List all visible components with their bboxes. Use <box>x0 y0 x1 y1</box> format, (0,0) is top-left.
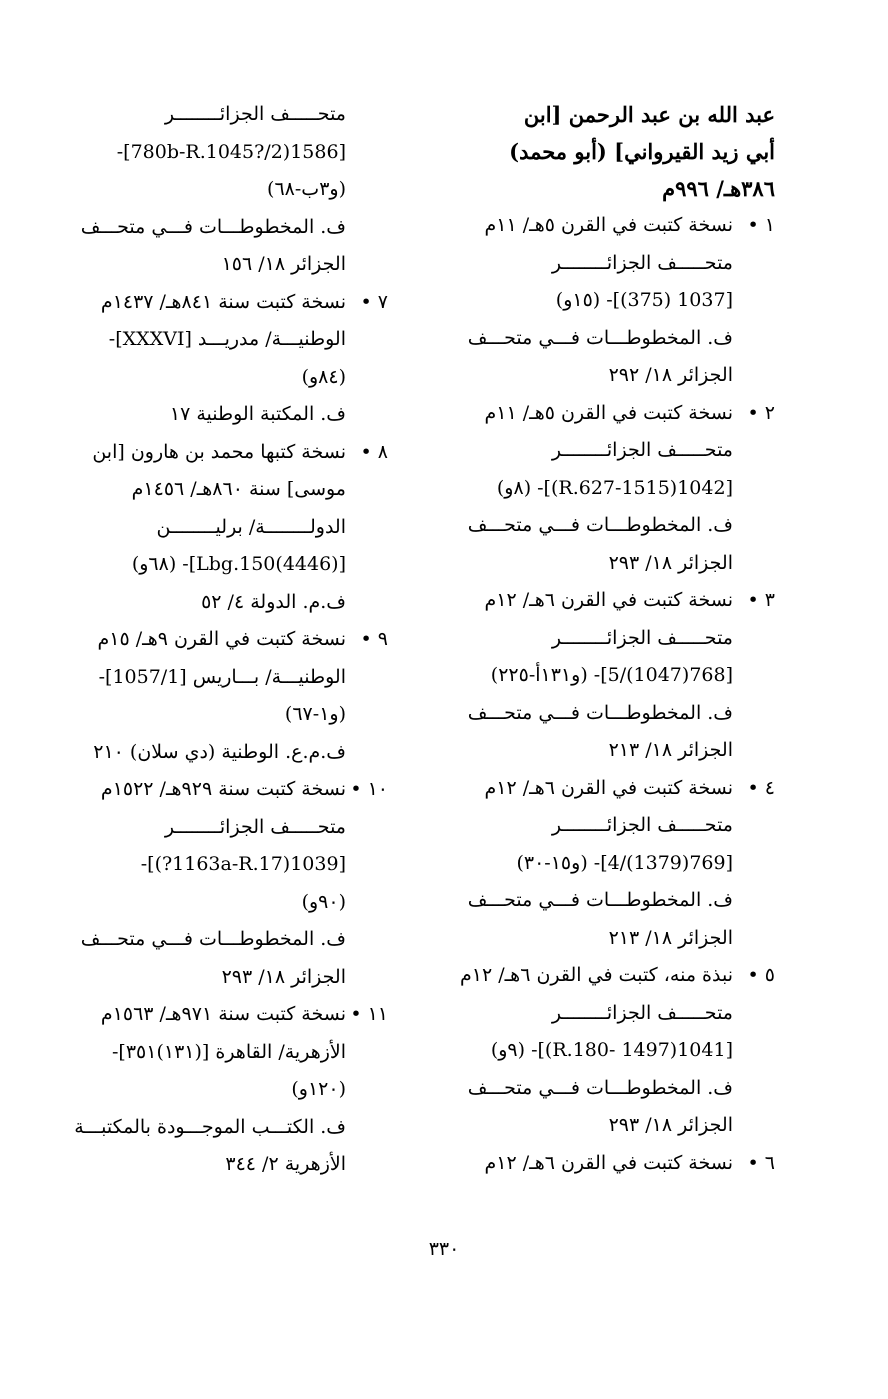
entry-number: ٩ • <box>360 628 388 650</box>
entry-line: متحـــــف الجزائــــــــر <box>164 103 346 125</box>
entry-first-line <box>430 957 775 995</box>
entry-line: متحـــــف الجزائــــــــر <box>551 626 733 649</box>
entry-number: ٥ • <box>747 964 775 986</box>
entry-first-line <box>48 434 388 472</box>
entry-line: الجزائر ١٨/ ٢٩٢ <box>608 364 733 386</box>
entry-text: نسخة كتبها محمد بن هارون [ابن <box>92 440 346 463</box>
entry-line: ف. المخطوطـــات فـــي متحـــف <box>467 514 733 536</box>
entry-first-line <box>430 770 775 808</box>
manuscript-entry <box>48 621 388 771</box>
entry-text: نسخة كتبت سنة ٩٧١هـ/ ١٥٦٣م <box>100 1003 346 1025</box>
entry-first-line <box>48 996 388 1034</box>
entry-text: نسخة كتبت في القرن ٥هـ/ ١١م <box>484 401 733 424</box>
entry-number: ٣ • <box>747 589 775 611</box>
entry-line: الجزائر ١٨/ ٢٩٣ <box>608 1114 733 1136</box>
entry-line: [769(1379)/4]- (و١٥-٣٠) <box>516 851 733 874</box>
manuscript-entry <box>48 284 388 434</box>
heading-line: عبد الله بن عبد الرحمن [ابن <box>523 102 775 127</box>
entry-line: ف.م. الدولة ٤/ ٥٢ <box>201 590 346 613</box>
entry-line: متحـــــف الجزائــــــــر <box>551 1001 733 1024</box>
entry-line: متحـــــف الجزائــــــــر <box>551 251 733 274</box>
entry-number: ٢ • <box>747 401 775 424</box>
left-entries <box>48 96 388 1184</box>
entry-line: [(4446)Lbg.150]- (٦٨و) <box>131 553 346 575</box>
entry-line: (و١-٦٧) <box>284 703 346 725</box>
left-column <box>48 96 388 1184</box>
entry-line: [1041(1497 -R.180)]- (٩و) <box>490 1039 733 1061</box>
entry-line: [768(1047)/5]- (و١٣١أ-٢٢٥) <box>490 664 733 686</box>
entry-line: الجزائر ١٨/ ٢٩٣ <box>608 551 733 574</box>
entry-line: (٨٤و) <box>301 365 346 388</box>
entry-text: نسخة كتبت سنة ٨٤١هـ/ ١٤٣٧م <box>100 290 346 313</box>
right-column <box>430 96 775 1182</box>
manuscript-entry <box>430 395 775 583</box>
entry-first-line <box>48 284 388 322</box>
entry-number: ٤ • <box>747 776 775 799</box>
entry-first-line <box>430 207 775 245</box>
entry-line: الجزائر ١٨/ ١٥٦ <box>221 253 346 275</box>
manuscript-entry <box>48 96 388 284</box>
entry-line: (١٢٠و) <box>291 1078 346 1100</box>
entry-line: الجزائر ١٨/ ٢١٣ <box>608 926 733 949</box>
entry-line: الوطنيـــة/ بـــاريس [1057/1]- <box>98 665 346 688</box>
manuscript-entry <box>430 207 775 395</box>
entry-line: الجزائر ١٨/ ٢٩٣ <box>221 965 346 988</box>
entry-line: متحـــــف الجزائــــــــر <box>551 439 733 461</box>
manuscript-entry <box>48 434 388 622</box>
manuscript-entry <box>48 771 388 996</box>
entry-text: نسخة كتبت في القرن ٦هـ/ ١٢م <box>484 776 733 799</box>
entry-line: ف.م.ع. الوطنية (دي سلان) ٢١٠ <box>93 740 346 763</box>
entry-text: نسخة كتبت في القرن ٦هـ/ ١٢م <box>484 589 733 611</box>
entry-first-line <box>430 582 775 620</box>
entry-line: ف. الكتـــب الموجـــودة بالمكتبـــة <box>74 1115 346 1138</box>
entry-first-line <box>430 1145 775 1183</box>
entry-number: ٧ • <box>360 290 388 313</box>
entry-line: ف. المخطوطـــات فـــي متحـــف <box>467 701 733 724</box>
entry-line: [1042(1515-R.627)]- (٨و) <box>496 476 733 499</box>
entry-text: نبذة منه، كتبت في القرن ٦هـ/ ١٢م <box>459 964 733 986</box>
manuscript-entry <box>430 582 775 770</box>
entry-text: نسخة كتبت في القرن ٩هـ/ ١٥م <box>97 628 346 650</box>
entry-line: الأزهرية ٢/ ٣٤٤ <box>225 1153 346 1175</box>
entry-first-line <box>430 395 775 433</box>
entry-line: متحـــــف الجزائــــــــر <box>551 814 733 836</box>
right-entries <box>430 207 775 1182</box>
entry-line: (و٣ب-٦٨) <box>267 178 346 200</box>
entry-line: [1586(780b-R.1045?/2]- <box>116 140 346 163</box>
entry-number: ١ • <box>747 214 775 236</box>
entry-line: [1039(1163a-R.17?)]- <box>140 853 346 875</box>
entry-text: نسخة كتبت في القرن ٥هـ/ ١١م <box>484 214 733 236</box>
entry-line: (٩٠و) <box>301 890 346 913</box>
entry-line: [1037 (375)]- (١٥و) <box>555 289 733 311</box>
entry-number: ٨ • <box>360 440 388 463</box>
entry-line: ف. المخطوطـــات فـــي متحـــف <box>467 326 733 349</box>
entry-line: ف. المخطوطـــات فـــي متحـــف <box>467 1076 733 1099</box>
entry-line: ف. المكتبة الوطنية ١٧ <box>169 403 346 425</box>
entry-line: موسى] سنة ٨٦٠هـ/ ١٤٥٦م <box>131 478 346 500</box>
entry-number: ١١ • <box>350 1003 388 1025</box>
manuscript-entry <box>430 957 775 1145</box>
entry-number: ١٠ • <box>350 778 388 800</box>
entry-first-line <box>48 621 388 659</box>
entry-line: ف. المخطوطـــات فـــي متحـــف <box>80 215 346 238</box>
entry-line: متحـــــف الجزائــــــــر <box>164 815 346 838</box>
entry-line: ف. المخطوطـــات فـــي متحـــف <box>467 889 733 911</box>
entry-line: الوطنيـــة/ مدريـــد [XXXVI]- <box>108 328 346 350</box>
entry-line: ف. المخطوطـــات فـــي متحـــف <box>80 928 346 950</box>
page-number: ٣٣٠ <box>428 1238 460 1260</box>
manuscript-entry <box>48 996 388 1184</box>
heading-line: أبي زيد القيرواني] (أبو محمد) <box>509 139 775 164</box>
entry-line: الجزائر ١٨/ ٢١٣ <box>608 739 733 761</box>
entry-first-line <box>48 771 388 809</box>
entry-line: الدولــــــــة/ برليــــــــن <box>156 515 346 538</box>
manuscript-entry <box>430 770 775 958</box>
entry-heading <box>430 96 775 207</box>
manuscript-entry <box>430 1145 775 1183</box>
heading-line: ٣٨٦هـ/ ٩٩٦م <box>662 176 775 201</box>
entry-text: نسخة كتبت في القرن ٦هـ/ ١٢م <box>484 1151 733 1174</box>
entry-number: ٦ • <box>747 1151 775 1174</box>
entry-text: نسخة كتبت سنة ٩٢٩هـ/ ١٥٢٢م <box>100 778 346 800</box>
entry-line: الأزهرية/ القاهرة [(١٣١)٣٥١]- <box>111 1040 346 1063</box>
